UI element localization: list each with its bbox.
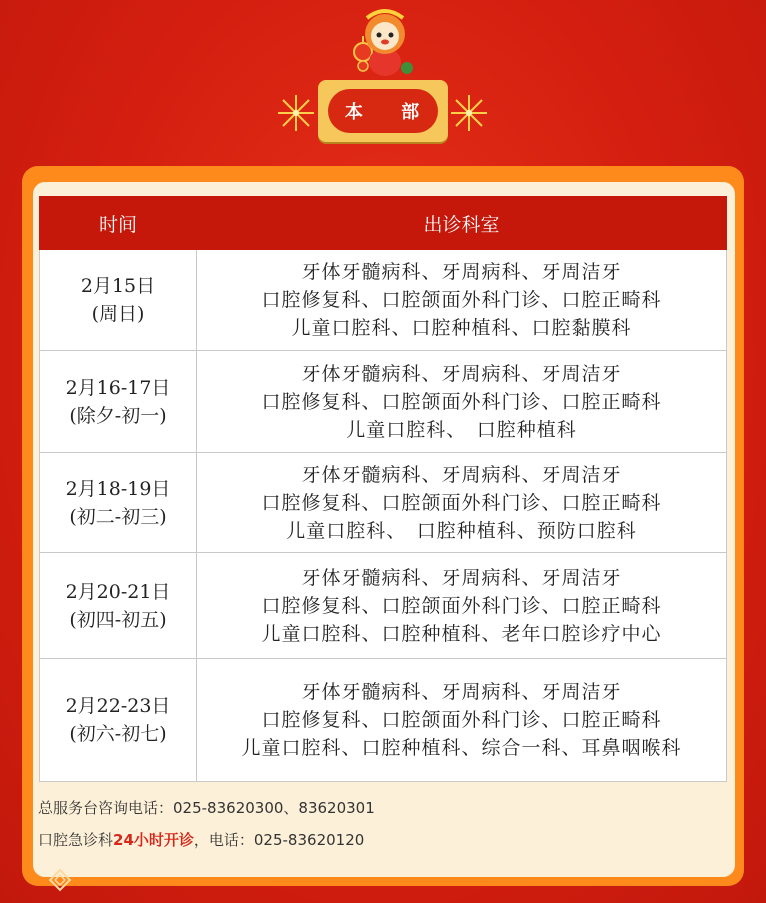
date-text: 2月15日: [80, 275, 156, 297]
department-cell: [197, 553, 727, 659]
table-row: [40, 553, 727, 659]
department-line: 牙体牙髓病科、牙周病科、牙周洁牙: [301, 362, 622, 385]
department-cell: [197, 351, 727, 453]
department-line: 口腔修复科、口腔颌面外科门诊、口腔正畸科: [261, 390, 662, 413]
department-line: 口腔修复科、口腔颌面外科门诊、口腔正畸科: [261, 491, 662, 514]
chinese-knot-icon: [48, 868, 72, 892]
department-line: 牙体牙髓病科、牙周病科、牙周洁牙: [301, 463, 622, 486]
time-cell: [40, 453, 197, 553]
firework-icon: [276, 93, 316, 133]
department-cell: [197, 659, 727, 782]
hotline-number: 025-83620300、83620301: [173, 799, 375, 817]
department-cell: [197, 250, 727, 351]
title-banner: [318, 80, 448, 142]
firework-icon: [449, 93, 489, 133]
table-row: [40, 250, 727, 351]
department-line: 儿童口腔科、 口腔种植科、预防口腔科: [286, 519, 637, 542]
department-line: 口腔修复科、口腔颌面外科门诊、口腔正畸科: [261, 709, 662, 731]
hotline-label: 总服务台咨询电话：: [38, 799, 174, 817]
lion-dance-mascot-icon: [343, 6, 421, 80]
title-banner-plate: [328, 89, 438, 133]
header-department: 出诊科室: [197, 197, 727, 250]
emergency-line: [38, 827, 375, 859]
time-cell: [40, 553, 197, 659]
table-header-row: [40, 197, 727, 250]
department-line: 口腔修复科、口腔颌面外科门诊、口腔正畸科: [261, 289, 662, 311]
table-row: [40, 351, 727, 453]
date-note: (初六-初七): [69, 723, 167, 745]
emergency-prefix: 口腔急诊科: [38, 831, 114, 849]
time-cell: [40, 659, 197, 782]
department-line: 牙体牙髓病科、牙周病科、牙周洁牙: [301, 566, 622, 589]
date-text: 2月22-23日: [65, 695, 171, 717]
table-row: [40, 659, 727, 782]
department-line: 牙体牙髓病科、牙周病科、牙周洁牙: [301, 261, 622, 283]
date-text: 2月16-17日: [65, 376, 171, 399]
date-note: (初四-初五): [69, 608, 167, 631]
department-line: 儿童口腔科、口腔种植科、综合一科、耳鼻咽喉科: [241, 737, 682, 759]
date-note: (周日): [91, 303, 145, 325]
date-text: 2月20-21日: [65, 580, 171, 603]
department-cell: [197, 453, 727, 553]
header-time: 时间: [40, 197, 197, 250]
department-line: 儿童口腔科、 口腔种植科: [346, 418, 577, 441]
department-line: 儿童口腔科、口腔种植科、老年口腔诊疗中心: [261, 622, 662, 645]
emergency-hours-highlight: 24小时开诊: [113, 831, 194, 849]
table-row: [40, 453, 727, 553]
time-cell: [40, 250, 197, 351]
date-text: 2月18-19日: [65, 477, 171, 500]
department-line: 牙体牙髓病科、牙周病科、牙周洁牙: [301, 681, 622, 703]
schedule-table: [39, 196, 727, 782]
department-line: 口腔修复科、口腔颌面外科门诊、口腔正畸科: [261, 594, 662, 617]
emergency-phone: ，电话：025-83620120: [193, 831, 365, 849]
page-title: 本 部: [344, 102, 436, 123]
contact-notes: [38, 795, 375, 859]
department-line: 儿童口腔科、口腔种植科、口腔黏膜科: [291, 317, 632, 339]
hotline-line: [38, 795, 375, 827]
date-note: (除夕-初一): [69, 404, 167, 427]
date-note: (初二-初三): [69, 505, 167, 528]
time-cell: [40, 351, 197, 453]
